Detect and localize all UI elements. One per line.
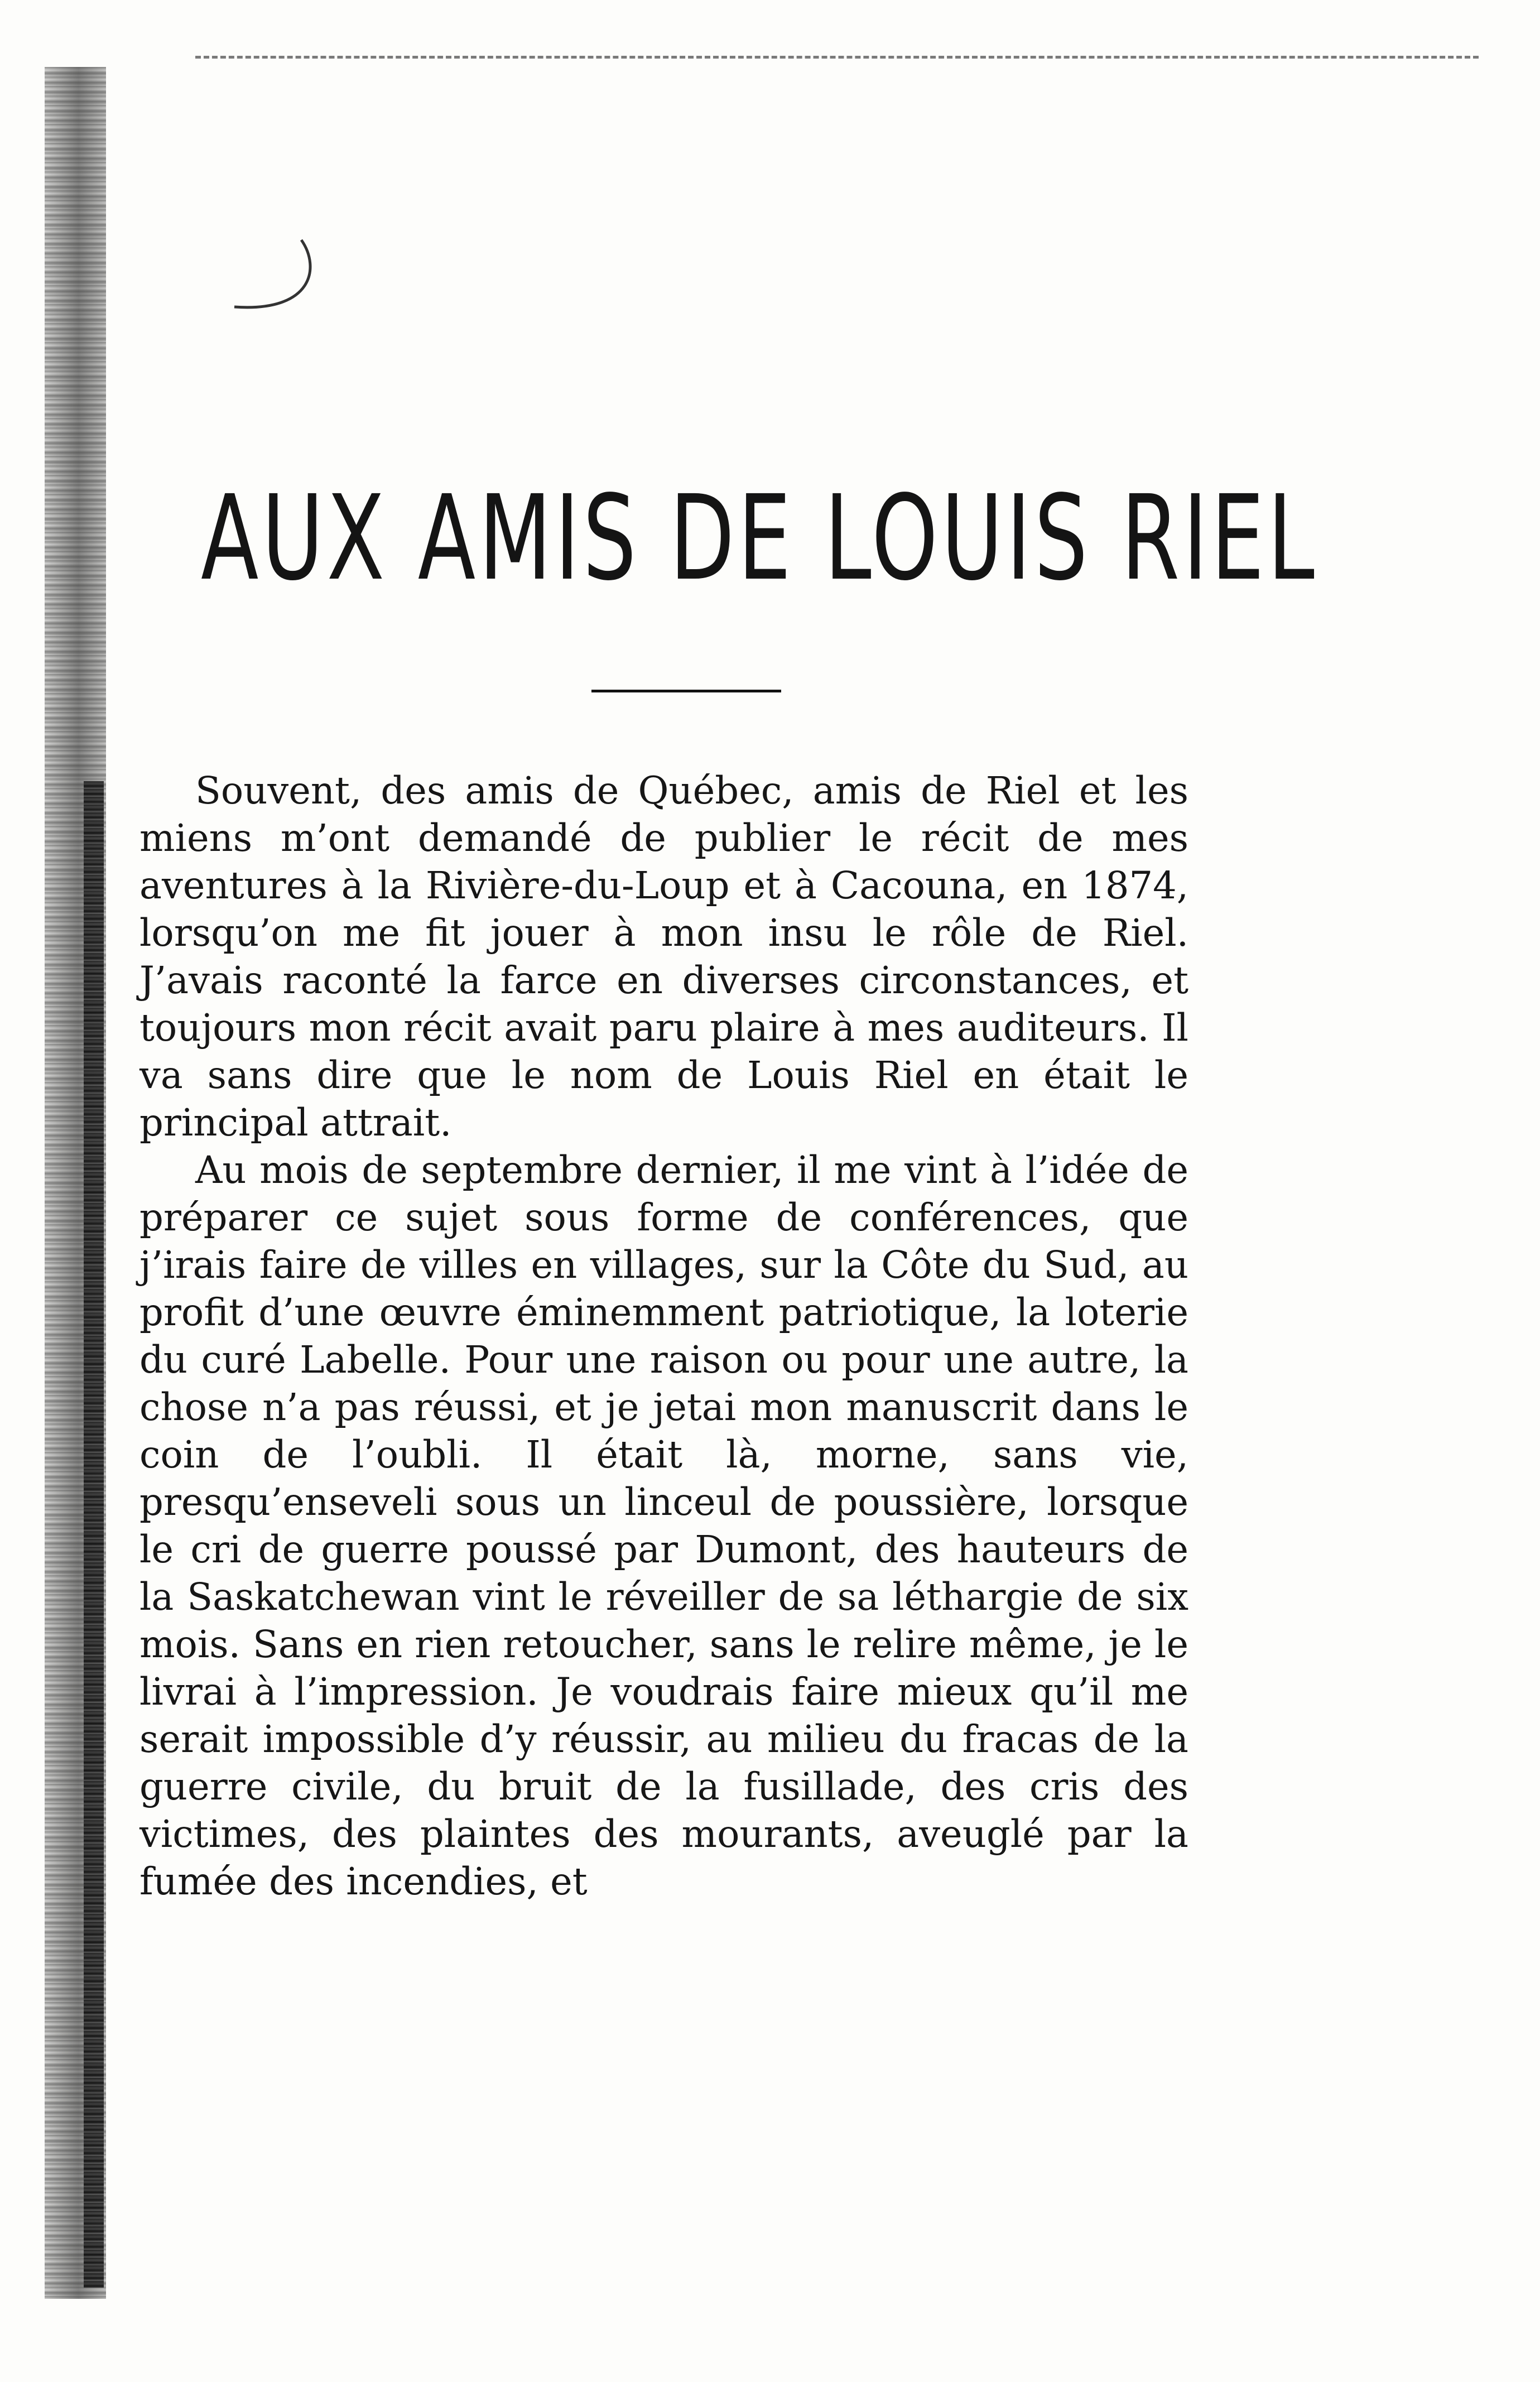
paragraph: Souvent, des amis de Québec, amis de Riel et les miens m’ont demandé de publier le récit de mes aventures à la Rivière-du-Loup et à Cacouna, en 1874, lorsqu’on me fit jouer à mon insu le rôle de Riel. J’avais raconté la farce en diverses circonstances, et toujours mon récit avait paru plaire à mes auditeurs. Il va sans dire que le nom de Louis Riel en était le principal attrait. bbox=[139, 769, 1188, 1144]
title-divider bbox=[591, 690, 781, 692]
body-text bbox=[139, 767, 1188, 1905]
page-title: AUX AMIS DE LOUIS RIEL bbox=[201, 470, 1318, 607]
binding-edge bbox=[84, 781, 104, 2288]
pencil-mark bbox=[223, 234, 335, 329]
paragraph: Au mois de septembre dernier, il me vint à l’idée de préparer ce sujet sous forme de conférences, que j’irais faire de villes en villages, sur la Côte du Sud, au profit d’une œuvre éminemment patriotique, la loterie du curé Labelle. Pour une raison ou pour une autre, la chose n’a pas réussi, et je jetai mon manuscrit dans le coin de l’oubli. Il était là, morne, sans vie, presqu’enseveli sous un linceul de poussière, lorsque le cri de guerre poussé par Dumont, des hauteurs de la Saskatchewan vint le réveiller de sa léthargie de six mois. Sans en rien retoucher, sans le relire même, je le livrai à l’impression. Je voudrais faire mieux qu’il me serait impossible d’y réussir, au milieu du fracas de la guerre civile, du bruit de la fusillade, des cris des victimes, des plaintes des mourants, aveuglé par la fumée des incendies, et bbox=[139, 1148, 1188, 1903]
scan-edge-line bbox=[195, 56, 1479, 59]
